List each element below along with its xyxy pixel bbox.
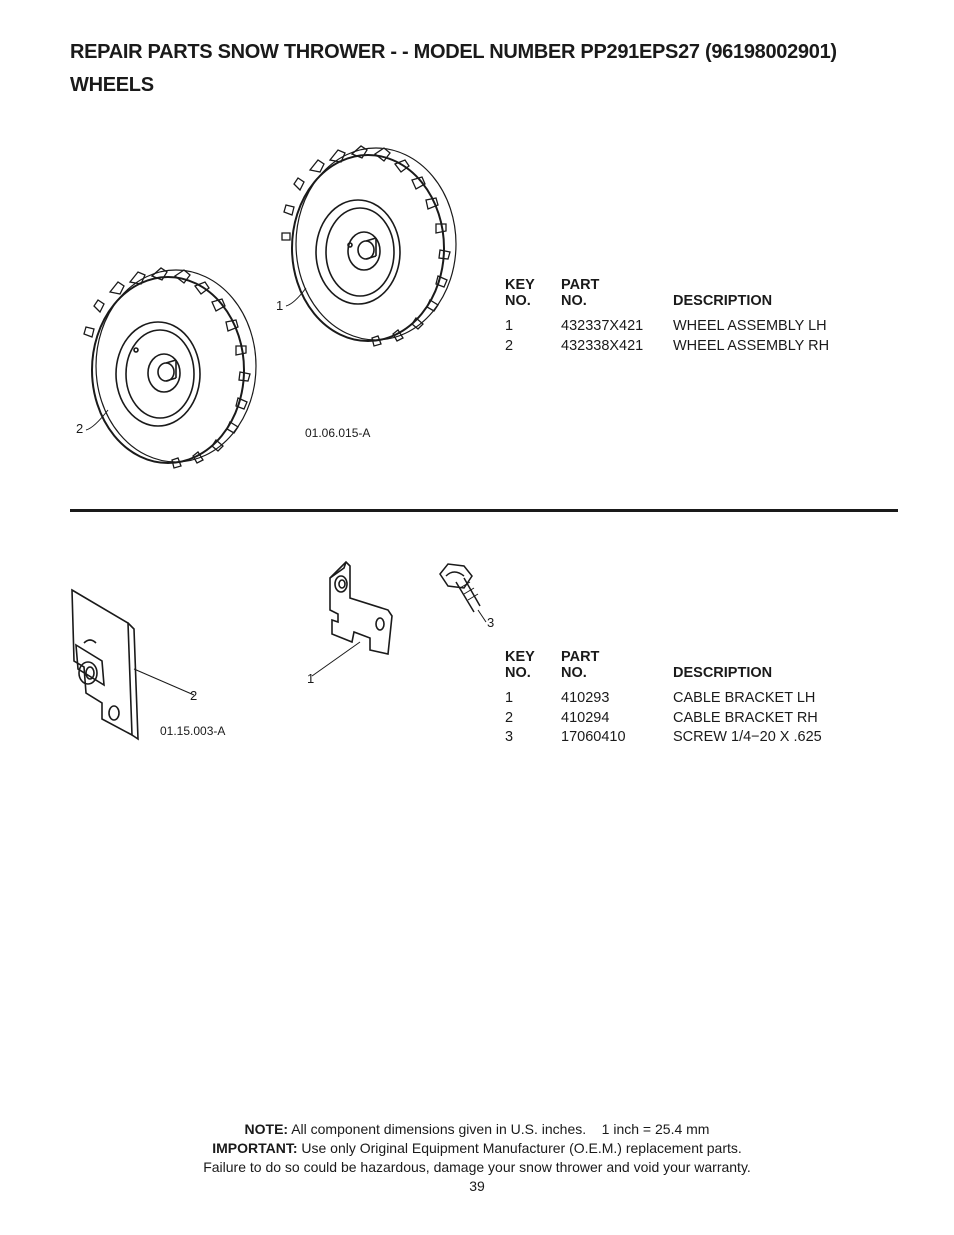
part-no: 432337X421 (561, 318, 644, 334)
description: SCREW 1/4−20 X .625 (673, 729, 822, 745)
part-no: 432338X421 (561, 337, 644, 354)
wheel-figure-ref: 01.06.015-A (305, 426, 371, 440)
description: WHEEL ASSEMBLY LH (673, 318, 827, 334)
title-line-2: WHEELS (70, 74, 154, 96)
key-no: 1 (505, 318, 514, 334)
header-key-no: KEY NO. (505, 277, 535, 309)
footer-warning: Failure to do so could be hazardous, damage your snow thrower and void your warranty. (203, 1159, 751, 1175)
footer-important: IMPORTANT: Use only Original Equipment Manufacturer (O.E.M.) replacement parts. (212, 1140, 742, 1156)
wheel-leader-lines (0, 0, 954, 480)
table-row (505, 728, 863, 748)
title-line-1: REPAIR PARTS SNOW THROWER - - MODEL NUMBER PP291EPS27 (96198002901) (70, 41, 837, 63)
table-header-row (505, 277, 863, 309)
description: WHEEL ASSEMBLY RH (673, 337, 830, 354)
section-divider (70, 509, 898, 512)
table-header-row (505, 649, 863, 681)
brackets-parts-table (505, 649, 863, 748)
key-no: 1 (505, 690, 514, 706)
wheel-callout-2: 2 (76, 421, 84, 436)
wheel-callout-1: 1 (276, 298, 284, 313)
page-footer (0, 1120, 954, 1196)
table-row (505, 317, 863, 337)
header-key-no: KEY NO. (505, 649, 535, 681)
cable-bracket-lh-illustration (300, 558, 400, 688)
header-part-no: PART NO. (561, 649, 600, 681)
description: CABLE BRACKET LH (673, 690, 816, 706)
part-no: 410293 (561, 690, 610, 706)
key-no: 2 (505, 709, 514, 726)
footer-note: NOTE: All component dimensions given in U.S. inches. 1 inch = 25.4 mm (244, 1121, 710, 1137)
page-number: 39 (469, 1178, 485, 1194)
screw-illustration (434, 560, 494, 630)
bracket-callout-1: 1 (307, 671, 315, 686)
part-no: 17060410 (561, 729, 626, 745)
header-part-no: PART NO. (561, 277, 600, 309)
bracket-callout-2: 2 (190, 688, 198, 703)
key-no: 2 (505, 337, 514, 354)
cable-bracket-rh-illustration (62, 585, 202, 745)
table-row (505, 337, 863, 357)
key-no: 3 (505, 729, 514, 745)
bracket-callout-3: 3 (487, 615, 495, 630)
description: CABLE BRACKET RH (673, 709, 818, 726)
wheels-parts-table (505, 277, 863, 356)
header-description: DESCRIPTION (673, 665, 773, 681)
header-description: DESCRIPTION (673, 293, 773, 309)
table-row (505, 689, 863, 709)
table-row (505, 709, 863, 729)
bracket-figure-ref: 01.15.003-A (160, 724, 226, 738)
part-no: 410294 (561, 709, 610, 726)
